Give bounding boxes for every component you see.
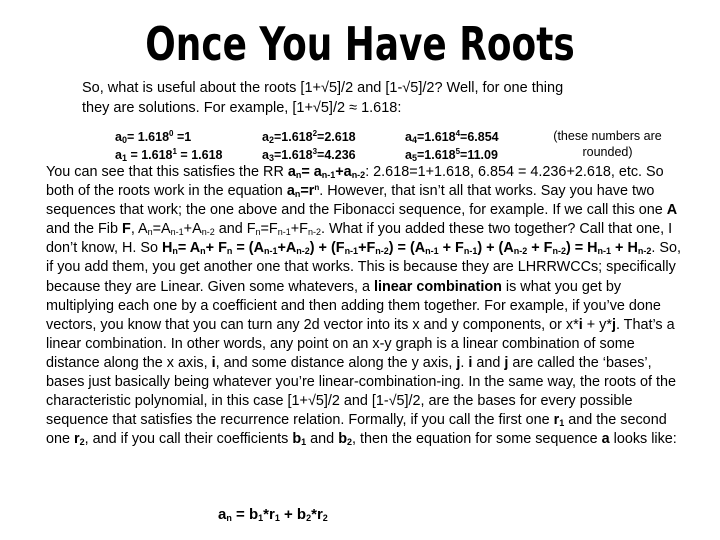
- value-a2: $a_2=1.618^2=2.618$: [262, 129, 356, 145]
- intro-line-2: they are solutions. For example, [1+√5]/2 ≈ 1.618:: [82, 100, 402, 116]
- values-column-3: [405, 128, 499, 164]
- page-title: Once You Have Roots: [145, 17, 575, 71]
- general-formula: $a_n = b_1*r_1 + b_2*r_2$: [218, 506, 328, 523]
- main-paragraph: You can see that this satisfies the RR $a_n= a_{n-1}+a_{n-2}$: 2.618=1+1.618, 6.854 = 4.236+2.618, etc. So both of the roots work in the equation $a_n=r^n$. However, that isn’t all that works. Say you have two sequences that work; the one above and the Fibonacci sequence, for example. If we call this one A and the Fib F, $A_n=A_{n-1}+A_{n-2}$ and $F_n=F_{n-1}+F_{n-2}$. What if you added these two together? Call that one, I don’t know, H. So $H_n= A_n+ F_n = (A_{n-1}+A_{n-2}) + (F_{n-1}+F_{n-2}) = (A_{n-1} + F_{n-1}) + (A_{n-2} + F_{n-2}) = H_{n-1} + H_{n-2}$. So, if you add them, you get another one that works. This is because they are LHRRWCCs; specifically because they are Linear. Given some whatevers, a linear combination is what you get by multiplying each one by a coefficient and then adding them together. For example, if you’ve done vectors, you know that you can turn any 2d vector into its x and y components, or x*i + y*j. That’s a linear combination. In other words, any point on an x-y graph is a linear combination of some distance along the x axis, i, and some distance along the y axis, j. i and j are called the ‘bases’, bases just basically being whatever you’re linear-combination-ing. In the same way, the roots of the characteristic polynomial, in this case [1+√5]/2 and [1-√5]/2, are the bases for every possible sequence that satisfies the recurrence relation. Formally, if you call the first one $r_1$ and the second one $r_2$, and if you call their coefficients $b_1$ and $b_2$, then the equation for some sequence a looks like:: [46, 164, 681, 448]
- value-a0: $a_0= 1.618^0 =1$: [115, 129, 192, 145]
- intro-paragraph: [82, 78, 682, 118]
- rounding-note: (these numbers are rounded): [553, 129, 662, 159]
- values-column-1: [115, 128, 222, 164]
- values-column-2: [262, 128, 356, 164]
- value-a1: $a_1 = 1.618^1 = 1.618$: [115, 147, 223, 163]
- value-a4: $a_4=1.618^4=6.854$: [405, 129, 499, 145]
- value-a5: $a_5=1.618^5=11.09$: [405, 147, 498, 163]
- value-a3: $a_3=1.618^3=4.236$: [262, 147, 356, 163]
- intro-line-1: So, what is useful about the roots [1+√5]/2 and [1-√5]/2? Well, for one thing: [82, 80, 564, 96]
